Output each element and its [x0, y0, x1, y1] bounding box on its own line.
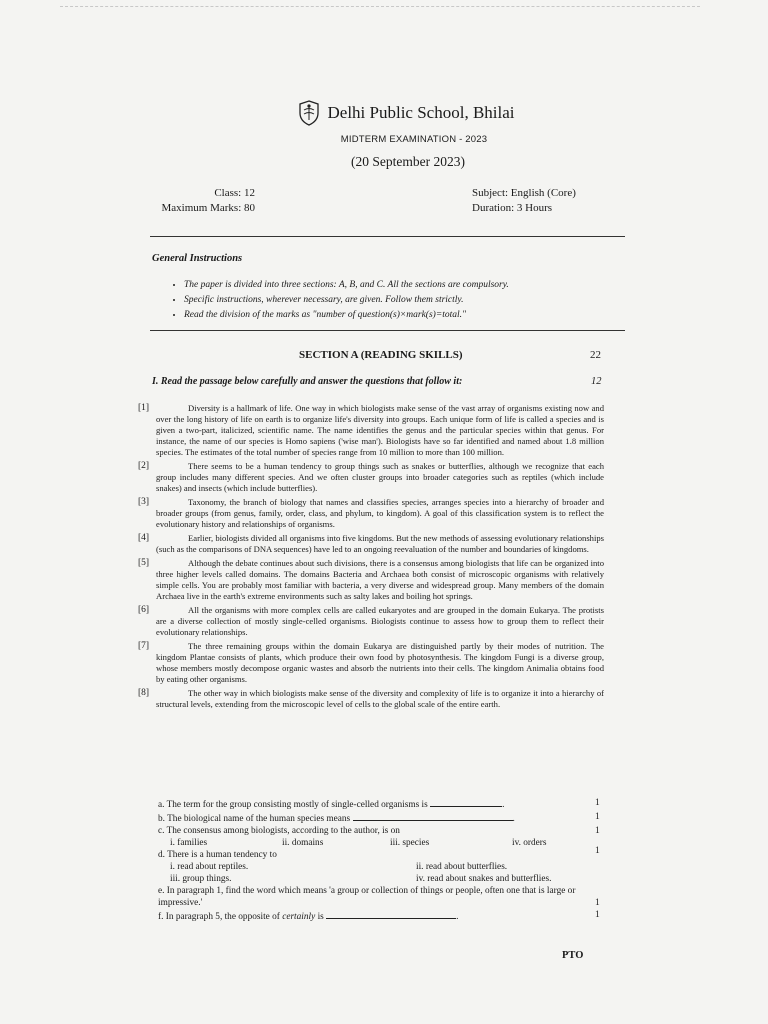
question-text: d. There is a human tendency to: [158, 850, 277, 860]
passage-paragraph: [138, 497, 604, 530]
option[interactable]: i. families: [170, 838, 208, 848]
passage-paragraph: [138, 461, 604, 494]
meta-left: [150, 186, 255, 216]
exam-header: [0, 100, 768, 170]
exam-date: (20 September 2023): [351, 154, 465, 169]
question-text: f. In paragraph 5, the opposite of: [158, 912, 280, 922]
passage-paragraph: [138, 403, 604, 458]
duration-label: Duration: 3 Hours: [472, 202, 553, 214]
question-marks: 12: [591, 376, 602, 387]
paragraph-text: There seems to be a human tendency to group things such as snakes or butterflies, although we recognize that each group includes many different species. And we often cluster groups into broader categories such as reptiles (which include snakes) and insects (which include butterflies).: [156, 461, 604, 493]
question-mark: 1: [595, 826, 600, 836]
subject-label: Subject: English (Core): [472, 187, 576, 199]
answer-blank[interactable]: [326, 909, 456, 919]
question-text: c. The consensus among biologists, according to the author, is on: [158, 826, 400, 836]
paragraph-number: [5]: [138, 558, 150, 568]
paragraph-number: [2]: [138, 461, 150, 471]
question-text: a. The term for the group consisting mostly of single-celled organisms is: [158, 800, 428, 810]
paragraph-number: [3]: [138, 497, 150, 507]
question-e: [158, 885, 608, 909]
question-f: f. In paragraph 5, the opposite of certainly is . 1: [158, 910, 600, 922]
question-keyword: certainly: [282, 912, 316, 922]
option[interactable]: iv. orders: [512, 838, 547, 848]
school-crest-icon: [298, 100, 320, 126]
question-text: e. In paragraph 1, find the word which means 'a group or collection of things or people, often one that is large or impressive.': [158, 886, 576, 908]
question-d-options: [158, 873, 608, 885]
paragraph-text: All the organisms with more complex cells are called eukaryotes and are grouped in the domain Eukarya. The protists are a diverse collection of mostly single-celled organisms. Biologists continue to assess how to group them to reflect their evolutionary relationships.: [156, 605, 604, 637]
class-label: Class: 12: [214, 187, 255, 199]
divider-top: [150, 236, 625, 237]
question-mark: 1: [595, 798, 600, 808]
paragraph-number: [1]: [138, 403, 150, 413]
passage-paragraph: [138, 688, 604, 710]
paragraph-text: The other way in which biologists make sense of the diversity and complexity of life is to organize it into a hierarchy of structural levels, extending from the microscopic level of cells to the global scale of the entire earth.: [156, 688, 604, 709]
max-marks-label: Maximum Marks: 80: [161, 202, 255, 214]
paragraph-text: Although the debate continues about such divisions, there is a consensus among biologists that life can be organized into three higher levels called domains. The domains Bacteria and Archaea both consist of microscopic organisms with relatively simple cells. You are probably most familiar with bacteria, a very diverse and widespread group. Many members of the domain Archaea live in the earth's extreme environments such as salty lakes and boiling hot springs.: [156, 558, 604, 601]
passage-paragraph: [138, 533, 604, 555]
general-instructions-title: General Instructions: [152, 253, 243, 264]
question-mark: 1: [595, 846, 600, 856]
pto-label: PTO: [562, 950, 584, 961]
paragraph-number: [7]: [138, 641, 150, 651]
exam-title: MIDTERM EXAMINATION - 2023: [340, 134, 488, 145]
passage-paragraph: [138, 605, 604, 638]
option[interactable]: i. read about reptiles.: [170, 862, 249, 872]
question-c-options: [158, 837, 608, 849]
question-c: [158, 825, 608, 837]
question-mark: 1: [595, 898, 600, 908]
general-instructions-list: [172, 278, 509, 323]
question-list: [158, 797, 608, 923]
school-line: [44, 100, 768, 126]
question-a: a. The term for the group consisting mostly of single-celled organisms is . 1: [158, 798, 600, 810]
question-text: b. The biological name of the human species means: [158, 814, 351, 824]
option[interactable]: ii. read about butterflies.: [416, 862, 508, 872]
paragraph-text: Taxonomy, the branch of biology that names and classifies species, arranges species into a hierarchy of broader and broader groups (from genus, family, order, class, and phylum, to kingdom). A goal of this classification system is to reflect the evolutionary history and relationships of organisms.: [156, 497, 604, 529]
option[interactable]: ii. domains: [282, 838, 324, 848]
option[interactable]: iii. species: [390, 838, 430, 848]
passage-paragraph: [138, 558, 604, 602]
question-d: [158, 846, 608, 861]
school-name: Delhi Public School, Bhilai: [327, 103, 515, 122]
instruction-item: • The paper is divided into three sections: A, B, and C. All the sections are compulsory.: [184, 278, 509, 293]
answer-blank[interactable]: [353, 811, 513, 821]
paragraph-number: [6]: [138, 605, 150, 615]
question-title: I. Read the passage below carefully and answer the questions that follow it:: [152, 376, 463, 387]
passage-paragraph: [138, 641, 604, 685]
section-title: SECTION A (READING SKILLS): [299, 349, 463, 361]
paragraph-text: Earlier, biologists divided all organisms into five kingdoms. But the new methods of assessing evolutionary relationships (such as the comparisons of DNA sequences) have led to an ongoing reevaluation of the number and boundaries of kingdoms.: [156, 533, 605, 554]
divider-bottom: [150, 330, 625, 331]
instruction-item: • Specific instructions, wherever necessary, are given. Follow them strictly.: [184, 293, 509, 308]
option[interactable]: iv. read about snakes and butterflies.: [416, 874, 552, 884]
question-d-options: [158, 861, 608, 873]
question-b: b. The biological name of the human species means . 1: [158, 812, 600, 824]
paragraph-number: [4]: [138, 533, 150, 543]
paragraph-text: Diversity is a hallmark of life. One way in which biologists make sense of the vast array of organisms existing now and over the long history of life on earth is to organize life's diversity into groups. Each unique form of life is called a species and is given a two-part, italicized, scientific name. The name identifies the genus and the particular species within that genus. For instance, the name of our species is Homo sapiens ('wise man'). Biologists have so far identified and named about 1.8 million species. The estimates of the total number of species range from 10 million to more than 100 million.: [156, 403, 604, 457]
reading-passage: [138, 403, 604, 713]
paragraph-number: [8]: [138, 688, 150, 698]
question-mark: 1: [595, 910, 600, 920]
meta-right: [472, 186, 576, 216]
option[interactable]: iii. group things.: [170, 874, 232, 884]
scan-edge-line: [60, 6, 700, 7]
instruction-item: • Read the division of the marks as "number of question(s)×mark(s)=total.": [184, 308, 509, 323]
question-mark: 1: [595, 812, 600, 822]
section-marks: 22: [590, 349, 601, 361]
paragraph-text: The three remaining groups within the domain Eukarya are distinguished partly by their modes of nutrition. The kingdom Plantae consists of plants, which produce their own food by photosynthesis. The kingdom Fungi is a diverse group, whose members mostly decompose organic wastes and absorb the nutrients into their cells. The kingdom Animalia obtains food by eating other organisms.: [156, 641, 604, 684]
answer-blank[interactable]: [430, 797, 502, 807]
